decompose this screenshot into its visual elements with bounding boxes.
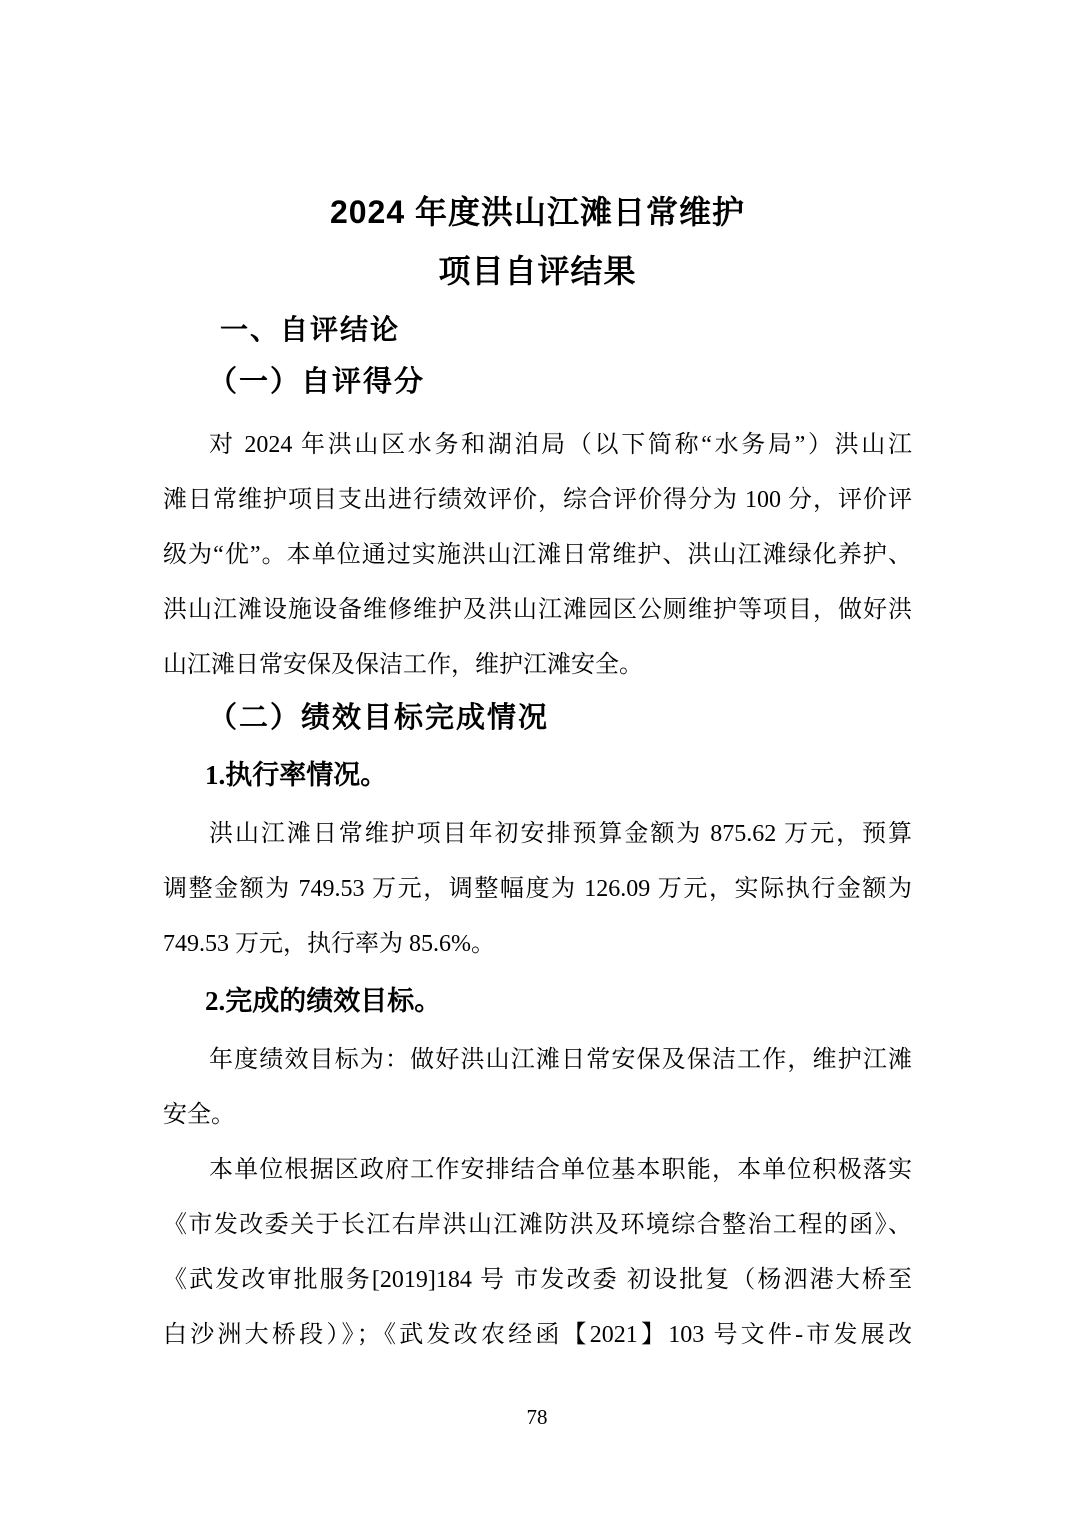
paragraph-line: 级为“优”。本单位通过实施洪山江滩日常维护、洪山江滩绿化养护、 bbox=[163, 542, 912, 568]
paragraph bbox=[163, 1143, 912, 1363]
paragraph-line: 749.53 万元，执行率为 85.6%。 bbox=[163, 931, 495, 957]
paragraph-line: 滩日常维护项目支出进行绩效评价，综合评价得分为 100 分，评价评 bbox=[163, 487, 912, 513]
paragraph bbox=[163, 807, 912, 972]
paragraph-line: 年度绩效目标为：做好洪山江滩日常安保及保洁工作，维护江滩 bbox=[209, 1047, 912, 1073]
paragraph-line: 调整金额为 749.53 万元，调整幅度为 126.09 万元，实际执行金额为 bbox=[163, 876, 912, 902]
title-line-1: 2024 年度洪山江滩日常维护 bbox=[329, 194, 746, 230]
document-title bbox=[163, 183, 912, 301]
paragraph-line: 洪山江滩设施设备维修维护及洪山江滩园区公厕维护等项目，做好洪 bbox=[163, 597, 912, 623]
paragraph bbox=[163, 418, 912, 693]
heading-h1: 一、自评结论 bbox=[220, 314, 401, 345]
paragraph-line: 洪山江滩日常维护项目年初安排预算金额为 875.62 万元，预算 bbox=[209, 821, 912, 847]
paragraph-line: 《市发改委关于长江右岸洪山江滩防洪及环境综合整治工程的函》、 bbox=[163, 1212, 912, 1238]
title-line-2: 项目自评结果 bbox=[438, 253, 637, 289]
heading-h2: （一）自评得分 bbox=[208, 366, 426, 398]
paragraph-line: 对 2024 年洪山区水务和湖泊局（以下简称“水务局”）洪山江 bbox=[209, 432, 912, 458]
document-body bbox=[163, 302, 912, 1363]
heading-h3: 2.完成的绩效目标。 bbox=[205, 986, 442, 1016]
heading-h2: （二）绩效目标完成情况 bbox=[208, 702, 550, 734]
paragraph-line: 《武发改审批服务[2019]184 号 市发改委 初设批复（杨泗港大桥至 bbox=[163, 1267, 912, 1293]
page-number: 78 bbox=[526, 1405, 548, 1429]
document-content bbox=[163, 0, 912, 1363]
paragraph-line: 白沙洲大桥段）》；《武发改农经函【2021】103 号文件-市发展改 bbox=[163, 1322, 912, 1348]
paragraph bbox=[163, 1033, 912, 1143]
paragraph-line: 本单位根据区政府工作安排结合单位基本职能，本单位积极落实 bbox=[209, 1157, 912, 1183]
paragraph-line: 安全。 bbox=[163, 1102, 235, 1128]
heading-h3: 1.执行率情况。 bbox=[205, 760, 388, 790]
paragraph-line: 山江滩日常安保及保洁工作，维护江滩安全。 bbox=[163, 652, 643, 678]
